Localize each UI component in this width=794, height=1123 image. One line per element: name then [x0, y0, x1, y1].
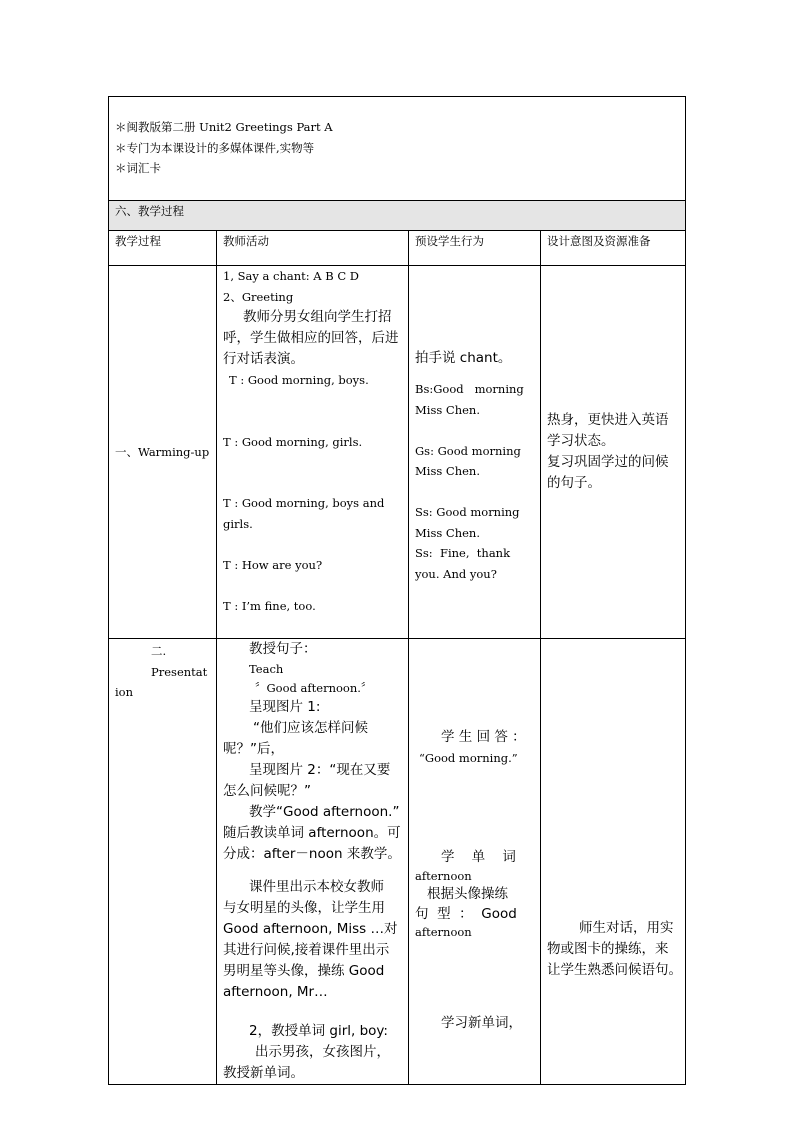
- lesson-plan-table: [108, 96, 686, 1085]
- intent-line: 师生对话，用实: [579, 920, 674, 936]
- intent-line: 复习巩固学过的问候: [547, 454, 669, 470]
- teacher-line: 2，教授单词 girl, boy:: [249, 1023, 388, 1039]
- design-intent-cell: [541, 639, 686, 1085]
- student-line: 学 单 词: [441, 848, 516, 865]
- teacher-line: 呢？”后，: [223, 741, 284, 757]
- teacher-line: Good afternoon, Miss …对: [223, 921, 398, 937]
- teacher-line: 教授新单词。: [223, 1065, 304, 1081]
- teacher-line: 男明星等头像，操练 Good: [223, 963, 385, 979]
- column-header-row: [109, 231, 686, 266]
- teacher-line: 教授句子：: [249, 641, 317, 657]
- teacher-activity-cell: [217, 639, 409, 1085]
- teacher-line: girls.: [223, 516, 253, 531]
- student-line: Miss Chen.: [415, 525, 480, 540]
- student-line: afternoon: [415, 924, 472, 939]
- teacher-line: 呈现图片 1:: [249, 699, 321, 715]
- resource-item: ＊专门为本课设计的多媒体课件,实物等: [115, 140, 315, 155]
- student-line: 学习新单词，: [441, 1014, 522, 1031]
- table-row-warming-up: [109, 266, 686, 639]
- stage-label: 一、Warming-up: [115, 444, 210, 459]
- teacher-line: 课件里出示本校女教师: [249, 879, 384, 895]
- teacher-line: 1, Say a chant: A B C D: [223, 269, 360, 283]
- teacher-line: 2、Greeting: [223, 289, 294, 304]
- intent-line: 学习状态。: [547, 433, 615, 449]
- teacher-line: 怎么问候呢？”: [223, 783, 311, 799]
- student-line: Bs:Good morning: [415, 382, 524, 396]
- teacher-activity-cell: [217, 266, 409, 639]
- student-line: “Good morning.”: [419, 751, 518, 765]
- header-teacher-activity: 教师活动: [217, 231, 409, 266]
- teacher-line: 教师分男女组向学生打招: [243, 309, 392, 325]
- teacher-line: 与女明星的头像，让学生用: [223, 900, 385, 916]
- teacher-line: 〞Good afternoon.〞: [255, 680, 373, 695]
- student-behavior-cell: [409, 266, 541, 639]
- student-line: Miss Chen.: [415, 402, 480, 417]
- intent-line: 让学生熟悉问候语句。: [547, 962, 682, 978]
- student-line: 拍手说 chant。: [415, 350, 512, 366]
- stage-label: Presentat: [151, 664, 208, 679]
- resource-item: ＊词汇卡: [115, 161, 161, 175]
- table-row-presentation: [109, 639, 686, 1085]
- intent-line: 的句子。: [547, 475, 601, 491]
- teacher-line: T : Good morning, girls.: [223, 434, 363, 449]
- student-line: 根据头像操练: [427, 885, 508, 902]
- teacher-line: 随后教读单词 afternoon。可: [223, 825, 401, 841]
- student-line: Ss: Fine, thank: [415, 546, 511, 560]
- intent-line: 热身，更快进入英语: [547, 412, 669, 428]
- header-design-intent: 设计意图及资源准备: [541, 231, 686, 266]
- teacher-line: “他们应该怎样问候: [253, 720, 368, 736]
- teacher-line: Teach: [249, 662, 284, 676]
- resource-item: ＊闽教版第二册 Unit2 Greetings Part A: [115, 120, 333, 134]
- teacher-line: T : Good morning, boys and: [223, 496, 385, 510]
- teacher-line: afternoon, Mr…: [223, 984, 328, 1000]
- student-line: Miss Chen.: [415, 464, 480, 478]
- design-intent-cell: [541, 266, 686, 639]
- student-line: Ss: Good morning: [415, 505, 520, 519]
- resources-row: [109, 97, 686, 201]
- student-line: 句 型 ： Good: [415, 905, 517, 922]
- teacher-line: 呼，学生做相应的回答，后进: [223, 330, 399, 346]
- stage-cell: [109, 266, 217, 639]
- teacher-line: T : How are you?: [223, 557, 323, 572]
- student-line: afternoon: [415, 868, 472, 883]
- section-heading-row: [109, 201, 686, 231]
- teacher-line: T : Good morning, boys.: [229, 373, 369, 387]
- teacher-line: 呈现图片 2：“现在又要: [249, 762, 391, 778]
- stage-label: 二.: [151, 644, 167, 658]
- teacher-line: 行对话表演。: [223, 351, 304, 367]
- section-title: 六、教学过程: [109, 201, 686, 231]
- student-line: you. And you?: [415, 566, 497, 581]
- student-line: Gs: Good morning: [415, 443, 521, 458]
- header-student-behavior: 预设学生行为: [409, 231, 541, 266]
- resources-cell: [109, 97, 686, 201]
- teacher-line: T : I’m fine, too.: [223, 598, 316, 613]
- teacher-line: 教学“Good afternoon.”: [249, 804, 400, 820]
- stage-cell: [109, 639, 217, 1085]
- header-stage: 教学过程: [109, 231, 217, 266]
- student-behavior-cell: [409, 639, 541, 1085]
- teacher-line: 其进行问候,接着课件里出示: [223, 942, 390, 958]
- student-line: 学 生 回 答 ：: [441, 729, 526, 745]
- stage-label: ion: [115, 685, 134, 699]
- intent-line: 物或图卡的操练，来: [547, 941, 669, 957]
- teacher-line: 分成：after－noon 来教学。: [223, 846, 401, 862]
- teacher-line: 出示男孩，女孩图片，: [255, 1044, 390, 1060]
